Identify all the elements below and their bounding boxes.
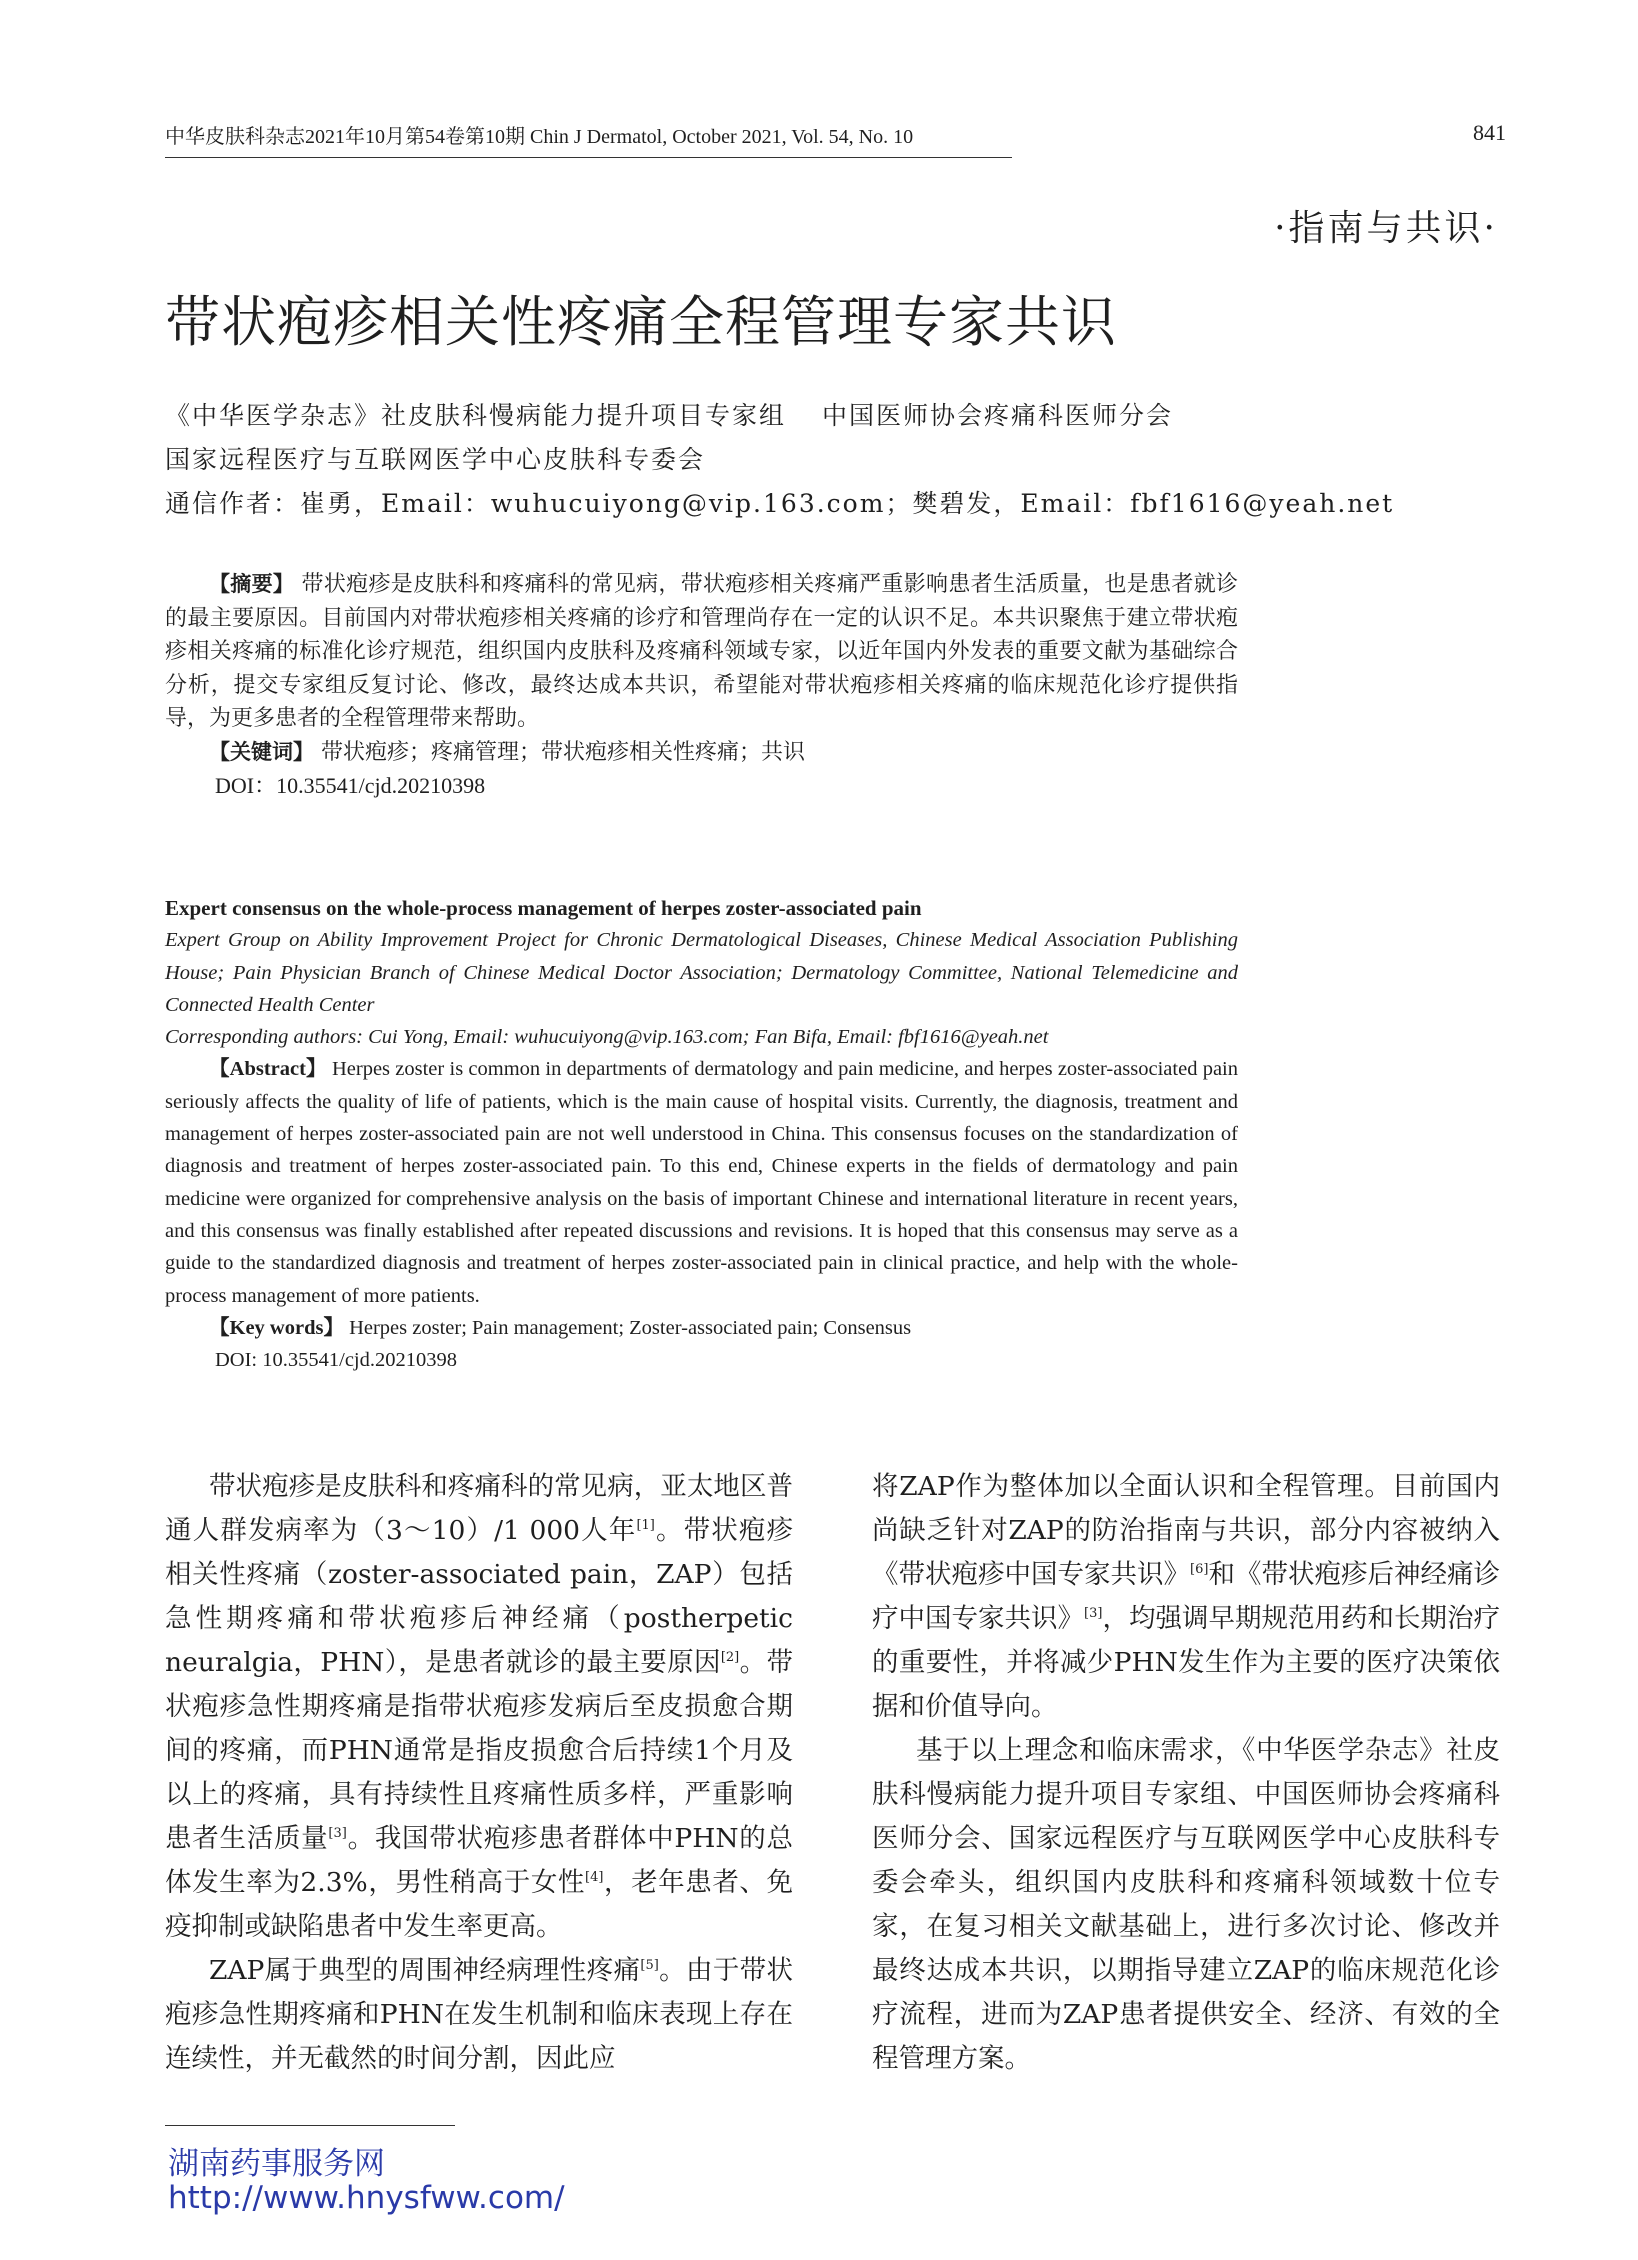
en-keywords: Herpes zoster; Pain management; Zoster-associated pain; Consensus <box>349 1316 912 1339</box>
footer-divider <box>165 2125 455 2126</box>
en-abstract-paragraph <box>165 1053 1238 1311</box>
cn-keywords: 带状疱疹；疼痛管理；带状疱疹相关性疼痛；共识 <box>321 739 806 765</box>
en-abstract-text: Herpes zoster is common in departments of dermatology and pain medicine, and herpes zoster-associated pain seriously affects the quality of life of patients, which is the main cause of hospital visits. Currently, the diagnosis, treatment and management of herpes zoster-associated pain are not well understood in China. This consensus focuses on the standardization of diagnosis and treatment of herpes zoster-associated pain. To this end, Chinese experts in the fields of dermatology and pain medicine were organized for comprehensive analysis on the basis of important Chinese and international literature in recent years, and this consensus was finally established after repeated discussions and revisions. It is hoped that this consensus may serve as a guide to the standardized diagnosis and treatment of herpes zoster-associated pain in clinical practice, and help with the whole-process management of more patients. <box>165 1058 1238 1307</box>
chinese-abstract <box>165 568 1238 803</box>
en-keywords-line <box>165 1312 1238 1344</box>
body-text: 和《带状疱疹后神经痛诊疗中国专家共识》 <box>872 1559 1501 1634</box>
cn-abstract-text: 带状疱疹是皮肤科和疼痛科的常见病，带状疱疹相关疼痛严重影响患者生活质量，也是患者就诊的最主要原因。目前国内对带状疱疹相关疼痛的诊疗和管理尚存在一定的认识不足。本共识聚焦于建立带状疱疹相关疼痛的标准化诊疗规范，组织国内皮肤科及疼痛科领域专家，以近年国内外发表的重要文献为基础综合分析，提交专家组反复讨论、修改，最终达成本共识，希望能对带状疱疹相关疼痛的临床规范化诊疗提供指导，为更多患者的全程管理带来帮助。 <box>165 572 1238 731</box>
body-column-left <box>165 1465 793 2081</box>
author-group-1: 《中华医学杂志》社皮肤科慢病能力提升项目专家组 <box>165 401 787 430</box>
body-paragraph-3: 基于以上理念和临床需求，《中华医学杂志》社皮肤科慢病能力提升项目专家组、中国医师协会疼痛科医师分会、国家远程医疗与互联网医学中心皮肤科专委会牵头，组织国内皮肤科和疼痛科领域数十位专家，在复习相关文献基础上，进行多次讨论、修改并最终达成本共识，以期指导建立ZAP的临床规范化诊疗流程，进而为ZAP患者提供安全、经济、有效的全程管理方案。 <box>872 1735 1500 2074</box>
page-number: 841 <box>1473 120 1506 145</box>
body-text: ，老年患者、免疫抑制或缺陷患者中发生率更高。 <box>165 1867 794 1942</box>
body-text: 将ZAP作为整体加以全面认识和全程管理。目前国内尚缺乏针对ZAP的防治指南与共识，部分内容被纳入《带状疱疹中国专家共识》 <box>872 1471 1500 1590</box>
en-keywords-label: 【Key words】 <box>209 1316 344 1339</box>
author-line-1 <box>165 394 1285 438</box>
cn-keywords-line <box>165 736 1238 770</box>
footer-url-link[interactable]: http://www.hnysfww.com/ <box>168 2180 565 2216</box>
en-doi: DOI: 10.35541/cjd.20210398 <box>215 1349 457 1372</box>
body-paragraph-2-cont <box>872 1465 1500 1729</box>
citation-ref: [3] <box>1084 1606 1103 1621</box>
body-text: 。我国带状疱疹患者群体中PHN的总体发生率为2.3%，男性稍高于女性 <box>165 1823 793 1898</box>
citation-ref: [6] <box>1190 1562 1209 1577</box>
cn-doi: DOI：10.35541/cjd.20210398 <box>215 773 486 798</box>
journal-header: 中华皮肤科杂志2021年10月第54卷第10期 Chin J Dermatol, October 2021, Vol. 54, No. 10 <box>165 120 1012 158</box>
en-abstract-label: 【Abstract】 <box>209 1058 327 1081</box>
author-group-2: 中国医师协会疼痛科医师分会 <box>822 401 1174 430</box>
cn-abstract-label: 【摘要】 <box>209 572 295 596</box>
section-label: ·指南与共识· <box>1274 208 1498 249</box>
en-title: Expert consensus on the whole-process management of herpes zoster-associated pain <box>165 896 922 920</box>
body-paragraph-1 <box>165 1465 793 1949</box>
cn-abstract-paragraph <box>165 568 1238 736</box>
body-text: 带状疱疹是皮肤科和疼痛科的常见病，亚太地区普通人群发病率为（3～10）/1 000人年 <box>165 1471 793 1546</box>
english-abstract <box>165 892 1238 1376</box>
body-column-right <box>872 1465 1500 2081</box>
citation-ref: [3] <box>328 1826 347 1841</box>
body-text: ，均强调早期规范用药和长期治疗的重要性，并将减少PHN发生作为主要的医疗决策依据和价值导向。 <box>872 1603 1501 1722</box>
corresponding-authors: 通信作者：崔勇，Email：wuhucuiyong@vip.163.com；樊碧发，Email：fbf1616@yeah.net <box>165 489 1395 518</box>
article-title: 带状疱疹相关性疼痛全程管理专家共识 <box>165 290 1118 354</box>
citation-ref: [1] <box>636 1518 655 1533</box>
en-corresponding: Corresponding authors: Cui Yong, Email: wuhucuiyong@vip.163.com; Fan Bifa, Email: fbf1616@yeah.net <box>165 1026 1049 1049</box>
en-groups: Expert Group on Ability Improvement Project for Chronic Dermatological Diseases, Chinese Medical Association Publishing House; Pain Physician Branch of Chinese Medical Doctor Association; Dermatology Committee, National Telemedicine and Connected Health Center <box>165 929 1238 1016</box>
author-line-2: 国家远程医疗与互联网医学中心皮肤科专委会 <box>165 445 706 474</box>
cn-keywords-label: 【关键词】 <box>209 739 314 764</box>
body-paragraph-2-start <box>165 1949 793 2081</box>
body-text: 。带状疱疹相关性疼痛（zoster-associated pain，ZAP）包括急性期疼痛和带状疱疹后神经痛（postherpetic neuralgia，PHN），是患者就诊的最主要原因 <box>165 1515 794 1678</box>
footer-site-name: 湖南药事服务网 <box>168 2146 385 2182</box>
citation-ref: [5] <box>640 1958 659 1973</box>
body-text: ZAP属于典型的周围神经病理性疼痛 <box>209 1955 641 1986</box>
body-text: 。带状疱疹急性期疼痛是指带状疱疹发病后至皮损愈合期间的疼痛，而PHN通常是指皮损愈合后持续1个月及以上的疼痛，具有持续性且疼痛性质多样，严重影响患者生活质量 <box>165 1647 794 1854</box>
body-text: 。由于带状疱疹急性期疼痛和PHN在发生机制和临床表现上存在连续性，并无截然的时间分割，因此应 <box>165 1955 794 2074</box>
author-block <box>165 394 1395 526</box>
citation-ref: [2] <box>720 1650 740 1665</box>
citation-ref: [4] <box>585 1870 604 1885</box>
